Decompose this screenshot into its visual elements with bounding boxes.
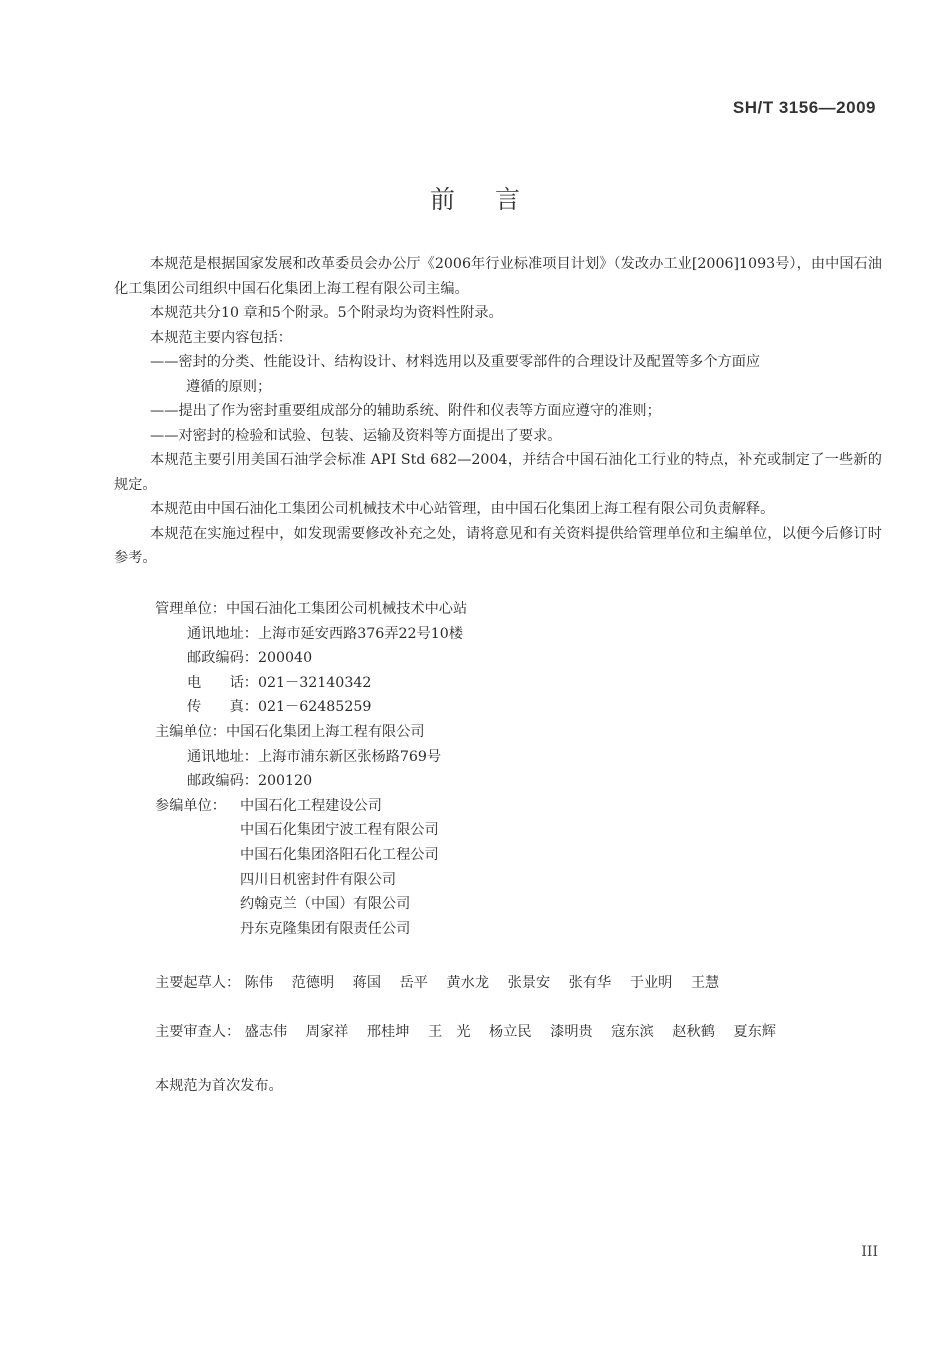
management-phone: 电 话：021－32140342 — [187, 674, 372, 691]
editor-postcode: 邮政编码：200120 — [187, 773, 313, 790]
participants-label: 参编单位： — [155, 797, 226, 814]
paragraph-feedback: 本规范在实施过程中，如发现需要修改补充之处，请将意见和有关资料提供给管理单位和主编单位，以便今后修订时参考。 — [114, 525, 882, 566]
paragraph-origin: 本规范是根据国家发展和改革委员会办公厅《2006年行业标准项目计划》（发改办工业[2006]1093号），由中国石油化工集团公司组织中国石化集团上海工程有限公司主编。 — [114, 256, 882, 297]
drafter-name: 张有华 — [568, 975, 612, 991]
reviewers-label: 主要审查人： — [155, 1024, 241, 1040]
page-title: 前言 — [429, 185, 560, 214]
drafter-name: 岳平 — [399, 975, 428, 991]
management-postcode: 邮政编码：200040 — [187, 650, 313, 667]
reviewer-name: 夏东辉 — [733, 1024, 776, 1040]
reviewers — [155, 1021, 790, 1041]
paragraph-contents-intro: 本规范主要内容包括： — [150, 329, 292, 346]
participant-org: 四川日机密封件有限公司 — [240, 871, 397, 888]
editor-unit: 主编单位：中国石化集团上海工程有限公司 — [155, 723, 425, 740]
participant-org: 中国石化工程建设公司 — [240, 797, 382, 814]
participant-org: 中国石化集团洛阳石化工程公司 — [240, 846, 439, 863]
list-item: ——提出了作为密封重要组成部分的辅助系统、附件和仪表等方面应遵守的准则； — [150, 403, 661, 419]
drafters — [155, 972, 733, 992]
participant-org: 约翰克兰（中国）有限公司 — [240, 896, 411, 913]
management-fax: 传 真：021－62485259 — [187, 699, 372, 716]
list-item-continuation: 遵循的原则； — [186, 378, 272, 395]
drafters-label: 主要起草人： — [155, 975, 241, 991]
list-item: ——对密封的检验和试验、包装、运输及资料等方面提出了要求。 — [150, 427, 562, 444]
paragraph-reference: 本规范主要引用美国石油学会标准 API Std 682—2004，并结合中国石油化工行业的特点，补充或制定了一些新的规定。 — [114, 452, 882, 493]
release-note: 本规范为首次发布。 — [155, 1078, 283, 1094]
reviewer-name: 王 光 — [427, 1024, 471, 1040]
reviewer-name: 周家祥 — [305, 1024, 349, 1040]
reviewer-name: 杨立民 — [489, 1024, 532, 1040]
drafter-name: 于业明 — [629, 975, 673, 991]
drafter-name: 陈伟 — [244, 975, 274, 991]
management-address: 通讯地址：上海市延安西路376弄22号10楼 — [187, 625, 463, 642]
reviewer-name: 邢桂坤 — [366, 1024, 410, 1040]
foreword-body — [114, 252, 882, 571]
standard-code: SH/T 3156—2009 — [732, 98, 876, 117]
drafter-name: 张景安 — [507, 975, 551, 991]
participant-org: 丹东克隆集团有限责任公司 — [240, 920, 411, 937]
reviewer-name: 赵秋鹤 — [672, 1024, 715, 1040]
editor-address: 通讯地址：上海市浦东新区张杨路769号 — [187, 748, 442, 765]
list-item: ——密封的分类、性能设计、结构设计、材料选用以及重要零部件的合理设计及配置等多个方面应 — [150, 354, 761, 370]
page-number: III — [861, 1244, 878, 1260]
paragraph-structure: 本规范共分10 章和5个附录。5个附录均为资料性附录。 — [150, 305, 503, 321]
drafter-name: 蒋国 — [352, 975, 382, 991]
reviewer-name: 寇东滨 — [611, 1024, 654, 1040]
drafter-name: 范德明 — [291, 975, 335, 991]
management-info — [155, 597, 467, 941]
reviewer-name: 漆明贵 — [550, 1024, 593, 1040]
reviewer-name: 盛志伟 — [244, 1024, 288, 1040]
drafter-name: 王慧 — [690, 975, 720, 991]
paragraph-management: 本规范由中国石油化工集团公司机械技术中心站管理，由中国石化集团上海工程有限公司负责解释。 — [150, 501, 775, 517]
drafter-name: 黄水龙 — [446, 975, 490, 991]
management-unit: 管理单位：中国石油化工集团公司机械技术中心站 — [155, 601, 468, 617]
participant-org: 中国石化集团宁波工程有限公司 — [240, 822, 439, 839]
